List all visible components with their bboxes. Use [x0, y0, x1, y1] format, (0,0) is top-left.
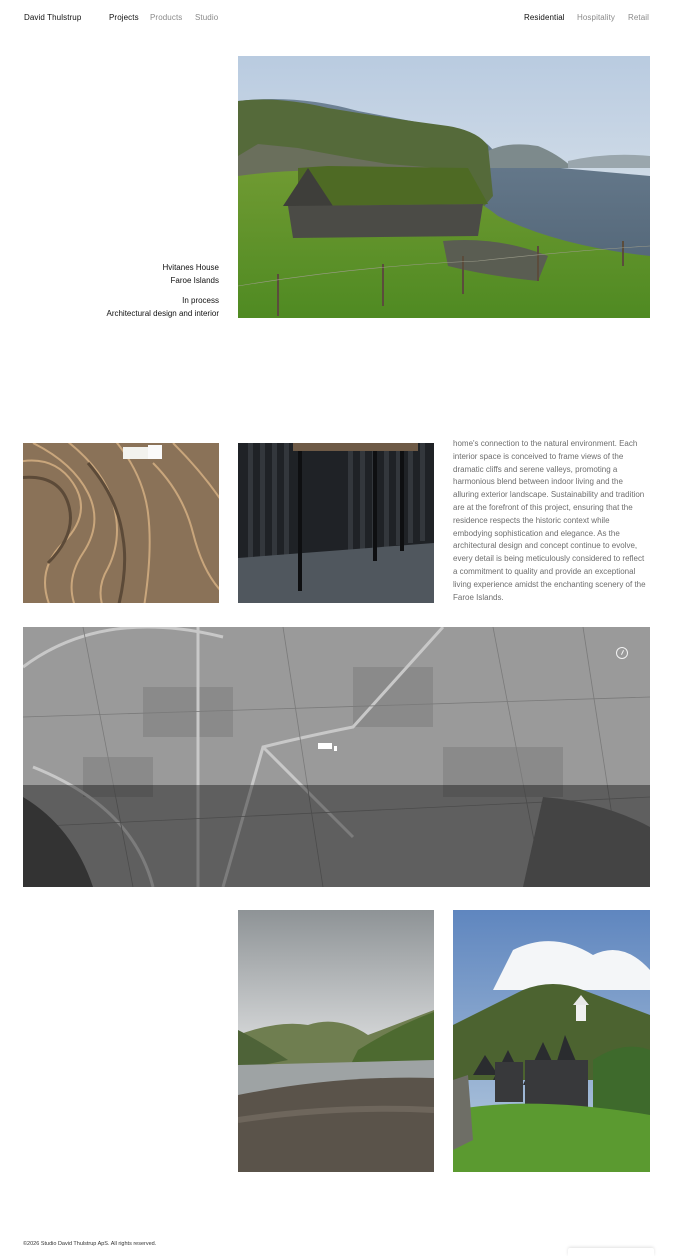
project-info-block — [106, 295, 219, 320]
project-status: In process — [182, 296, 219, 305]
filter-residential[interactable]: Residential — [524, 13, 565, 22]
topographic-model-photo — [23, 443, 219, 603]
nav-products[interactable]: Products — [150, 13, 183, 22]
aerial-map-photo — [23, 627, 650, 887]
north-arrow-icon — [616, 647, 628, 659]
project-title: Hvitanes House — [162, 263, 219, 272]
cookie-banner-tab[interactable] — [568, 1248, 654, 1256]
map-image — [23, 627, 650, 887]
brand-logo-link[interactable]: David Thulstrup — [24, 13, 82, 22]
filter-retail[interactable]: Retail — [628, 13, 650, 22]
project-title-block — [163, 262, 219, 287]
valley-lake-photo — [238, 910, 434, 1172]
columns-interior-photo — [238, 443, 434, 603]
columns-image — [238, 443, 434, 603]
project-description: home's connection to the natural environment. Each interior space is conceived to frame views of the dramatic cliffs and serene valleys, promoting a harmonious blend between indoor living and the alluring exterior landscape. Sustainability and tradition are at the forefront of this project, ensuring that the residence respects the historic context while embodying sophistication and elegance. As the architectural design and concept continue to evolve, every detail is being meticulously considered to reflect a commitment to quality and provide an exceptional living experience amidst the enchanting scenery of the Faroe Islands. — [453, 439, 646, 602]
project-scope: Architectural design and interior — [106, 308, 219, 318]
huts-image — [453, 910, 650, 1172]
filter-hospitality[interactable]: Hospitality — [577, 13, 616, 22]
project-location: Faroe Islands — [170, 275, 219, 285]
hero-image — [238, 56, 650, 318]
model-image — [23, 443, 219, 603]
footer-copyright: ©2026 Studio David Thulstrup ApS. All rights reserved. — [23, 1241, 157, 1247]
nav-projects[interactable]: Projects — [109, 13, 139, 22]
valley-image — [238, 910, 434, 1172]
village-huts-photo — [453, 910, 650, 1172]
nav-studio[interactable]: Studio — [195, 13, 219, 22]
top-navigation — [24, 13, 650, 27]
grass-roof-house-photo — [238, 56, 650, 318]
